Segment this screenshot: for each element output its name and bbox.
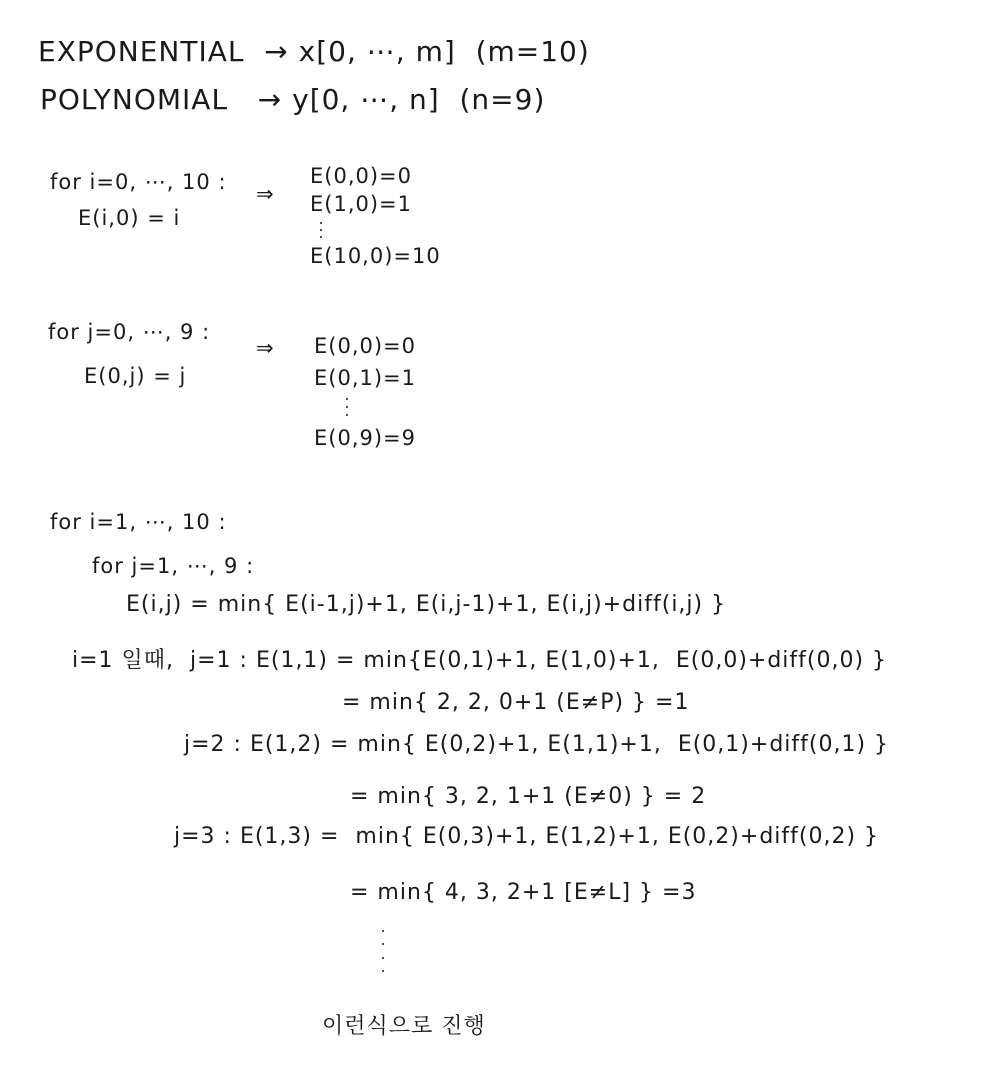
example-ellipsis bbox=[380, 930, 386, 972]
init-cols-result-2: E(0,1)=1 bbox=[314, 366, 417, 390]
init-cols-result-1: E(0,0)=0 bbox=[314, 334, 417, 358]
example-j1-expansion: i=1 일때, j=1 : E(1,1) = min{E(0,1)+1, E(1,0)+1, E(0,0)+diff(0,0) } bbox=[72, 648, 888, 673]
example-j3-result: = min{ 4, 3, 2+1 [E≠L] } =3 bbox=[350, 880, 697, 905]
init-rows-result-last: E(10,0)=10 bbox=[310, 244, 441, 268]
example-j2-result: = min{ 3, 2, 1+1 (E≠0) } = 2 bbox=[350, 784, 707, 809]
header-line-polynomial: POLYNOMIAL → y[0, ⋯, n] (n=9) bbox=[40, 83, 546, 116]
init-cols-loop: for j=0, ⋯, 9 : bbox=[48, 320, 211, 344]
main-loop-inner: for j=1, ⋯, 9 : bbox=[92, 554, 255, 578]
init-cols-result-last: E(0,9)=9 bbox=[314, 426, 417, 450]
init-cols-ellipsis bbox=[344, 398, 350, 416]
recurrence-formula: E(i,j) = min{ E(i-1,j)+1, E(i,j-1)+1, E(i,j)+diff(i,j) } bbox=[126, 592, 727, 617]
main-loop-outer: for i=1, ⋯, 10 : bbox=[50, 510, 227, 534]
init-rows-result-1: E(0,0)=0 bbox=[310, 164, 413, 188]
init-rows-ellipsis bbox=[318, 222, 324, 238]
init-rows-statement: E(i,0) = i bbox=[78, 206, 181, 230]
header-line-exponential: EXPONENTIAL → x[0, ⋯, m] (m=10) bbox=[38, 35, 590, 68]
init-rows-loop: for i=0, ⋯, 10 : bbox=[50, 170, 227, 194]
example-j3-expansion: j=3 : E(1,3) = min{ E(0,3)+1, E(1,2)+1, E(0,2)+diff(0,2) } bbox=[174, 824, 880, 849]
init-rows-result-2: E(1,0)=1 bbox=[310, 192, 413, 216]
example-j1-result: = min{ 2, 2, 0+1 (E≠P) } =1 bbox=[342, 690, 690, 715]
footer-note: 이런식으로 진행 bbox=[322, 1014, 486, 1039]
init-cols-statement: E(0,j) = j bbox=[84, 364, 187, 388]
init-rows-arrow: ⇒ bbox=[256, 182, 275, 206]
example-j2-expansion: j=2 : E(1,2) = min{ E(0,2)+1, E(1,1)+1, E(0,1)+diff(0,1) } bbox=[184, 732, 890, 757]
init-cols-arrow: ⇒ bbox=[256, 336, 275, 360]
